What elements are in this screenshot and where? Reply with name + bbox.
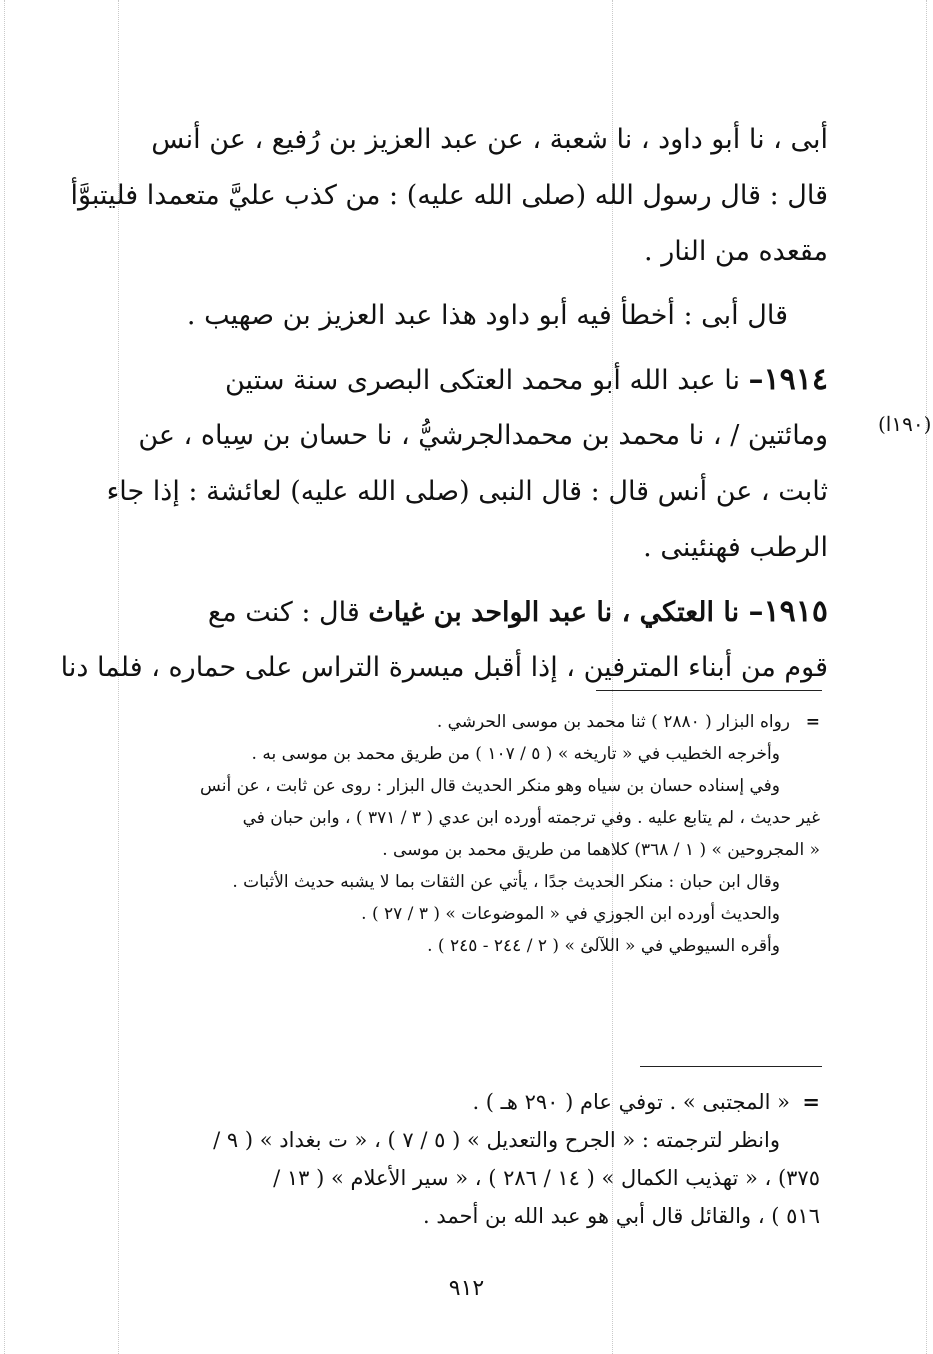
footnote-marker: = [802, 1089, 820, 1114]
text-line: قال : قال رسول الله (صلى الله عليه) : من كذب عليَّ متعمدا فليتبوَّأ [70, 180, 828, 211]
main-text-body [60, 112, 828, 696]
scan-edge-line [4, 0, 5, 1354]
margin-folio-note: (١٩٠ا) [878, 412, 932, 436]
footnote-line: ٥١٦ ) ، والقائل قال أبي هو عبد الله بن أحمد . [422, 1204, 820, 1228]
footnote-line: وأقره السيوطي في « اللآلئ » ( ٢ / ٢٤٤ - ٢٤٥ ) . [427, 936, 780, 956]
text-line: قوم من أبناء المترفين ، إذا أقبل ميسرة التراس على حماره ، فلما دنا [60, 652, 828, 683]
footnote-line: والحديث أورده ابن الجوزي في « الموضوعات » ( ٣ / ٢٧ ) . [361, 904, 780, 924]
footnote-line: وقال ابن حبان : منكر الحديث جدًا ، يأتي عن الثقات بما لا يشبه حديث الأثبات . [232, 872, 780, 892]
footnote-marker: = [805, 712, 820, 732]
note-line: قال أبى : أخطأ فيه أبو داود هذا عبد العزيز بن صهيب . [186, 300, 788, 331]
entry-narrator: نا العتكي ، نا عبد الواحد بن غياث [368, 597, 749, 628]
entry-number: ١٩١٤– [748, 362, 828, 397]
footnote-line: وأخرجه الخطيب في « تاريخه » ( ٥ / ١٠٧ ) من طريق محمد بن موسى به . [251, 744, 780, 764]
footnote-line: وانظر لترجمته : « الجرح والتعديل » ( ٥ / ٧ ) ، « ت بغداد » ( ٩ / [213, 1128, 780, 1152]
footnote-separator [596, 690, 822, 691]
footnote-line: =رواه البزار ( ٢٨٨٠ ) ثنا محمد بن موسى الحرشي . [90, 706, 820, 738]
footnote-line: غير حديث ، لم يتابع عليه . وفي ترجمته أورده ابن عدي ( ٣ / ٣٧١ ) ، وابن حبان في [242, 808, 820, 828]
page-number: ٩١٢ [448, 1276, 485, 1301]
footnote-block-2 [90, 1083, 820, 1235]
text-line: ثابت ، عن أنس قال : قال النبى (صلى الله عليه) لعائشة : إذا جاء [106, 476, 828, 507]
entry-1915-line [100, 584, 828, 640]
entry-text: قال : كنت مع [207, 597, 369, 628]
footnote-line: « المجروحين » ( ١ / ٣٦٨) كلاهما من طريق محمد بن موسى . [382, 840, 820, 860]
text-line: مقعده من النار . [644, 236, 828, 267]
footnote-line: =« المجتبى » . توفي عام ( ٢٩٠ هـ ) . [90, 1083, 820, 1121]
text-line: ومائتين / ، نا محمد بن محمدالجرشيُّ ، نا حسان بن سِياه ، عن [138, 420, 828, 451]
scan-edge-line [926, 0, 927, 1354]
footnote-line: وفي إسناده حسان بن سياه وهو منكر الحديث قال البزار : روى عن ثابت ، عن أنس [200, 776, 780, 796]
entry-text: نا عبد الله أبو محمد العتكى البصرى سنة ستين [225, 365, 749, 396]
text-line: الرطب فهنئينى . [643, 532, 828, 563]
entry-number: ١٩١٥– [748, 594, 828, 629]
text-line: أبى ، نا أبو داود ، نا شعبة ، عن عبد العزيز بن رُفيع ، عن أنس [151, 124, 828, 155]
footnote-block-1 [90, 706, 820, 962]
entry-1914-line [100, 352, 828, 408]
footnote-line: ٣٧٥) ، « تهذيب الكمال » ( ١٤ / ٢٨٦ ) ، « سير الأعلام » ( ١٣ / [273, 1166, 820, 1190]
footnote-separator [640, 1066, 822, 1067]
